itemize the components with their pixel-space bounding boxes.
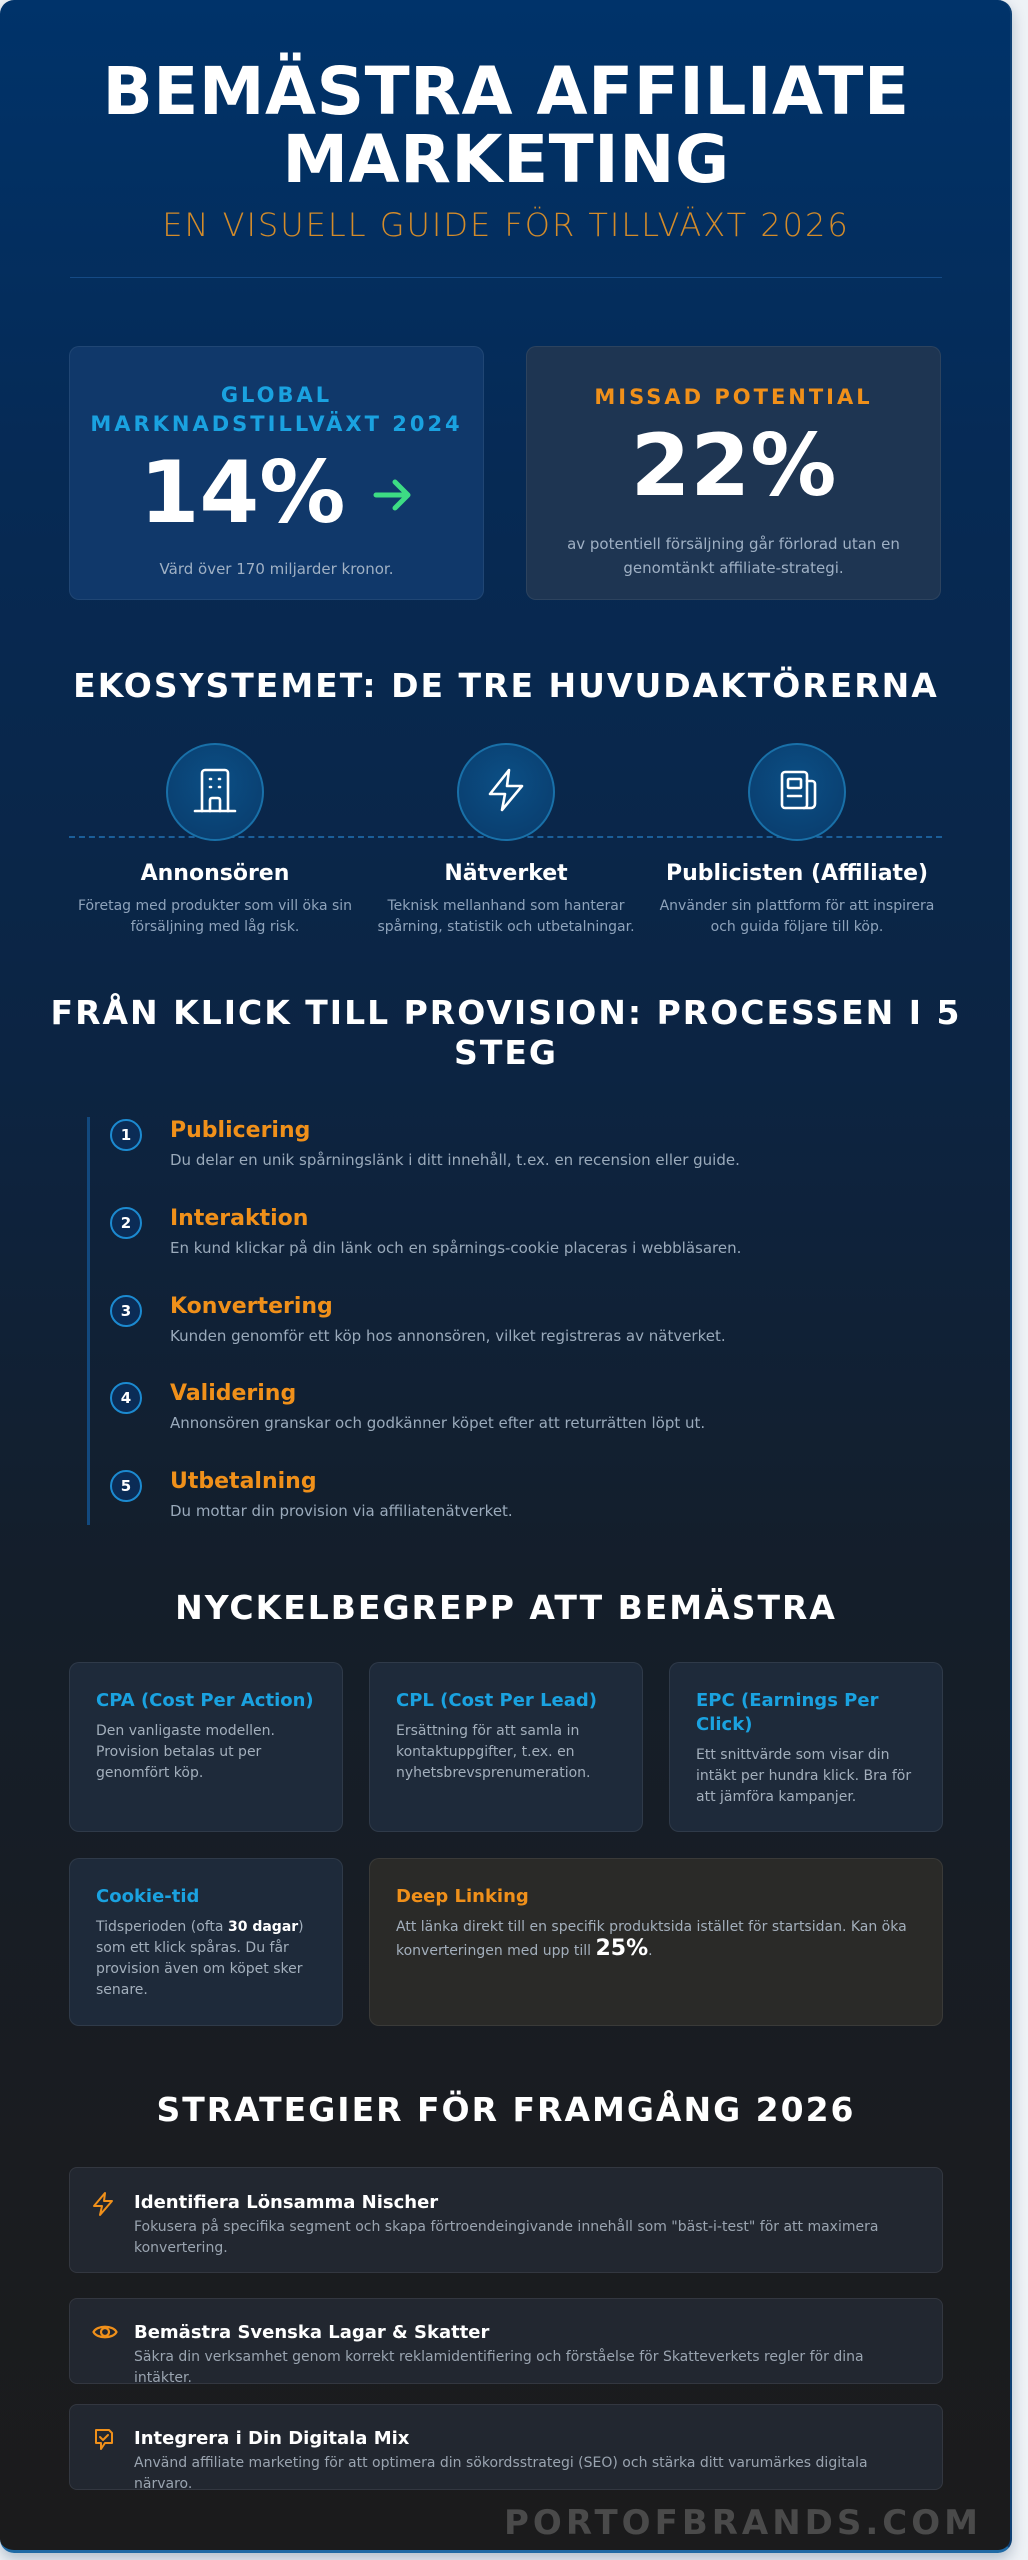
- section-title-concepts: NYCKELBEGREPP ATT BEMÄSTRA: [175, 1588, 837, 1627]
- strategy-description: Säkra din verksamhet genom korrekt reklamidentifiering och förståelse för Skatteverkets regler för dina intäkter.: [134, 2349, 864, 2386]
- stat-label: [70, 381, 483, 439]
- stat-description: Värd över 170 miljarder kronor.: [159, 560, 394, 578]
- step-title: Interaktion: [170, 1206, 309, 1231]
- strategy-body: [134, 2427, 920, 2495]
- section-title-process: [0, 993, 1012, 1073]
- actor-icon-circle: [748, 743, 846, 841]
- concept-highlight: 25%: [595, 1936, 649, 1961]
- concept-card-cpl: [369, 1662, 643, 1832]
- eye-icon: [92, 2321, 118, 2347]
- actor-publisher: [652, 743, 942, 938]
- page-subtitle: EN VISUELL GUIDE FÖR TILLVÄXT 2026: [162, 206, 850, 244]
- step-description: En kund klickar på din länk och en spårnings-cookie placeras i webbläsaren.: [170, 1239, 742, 1257]
- step-description: Du delar en unik spårningslänk i ditt innehåll, t.ex. en recension eller guide.: [170, 1151, 740, 1169]
- strategy-title: Integrera i Din Digitala Mix: [134, 2428, 410, 2449]
- step-title: Konvertering: [170, 1294, 333, 1319]
- process-step: [110, 1293, 950, 1347]
- concept-title: Deep Linking: [396, 1886, 529, 1907]
- strategy-title: Bemästra Svenska Lagar & Skatter: [134, 2322, 490, 2343]
- step-number-badge: 5: [110, 1470, 142, 1502]
- concept-description-text: .: [648, 1943, 653, 1959]
- concept-description: Den vanligaste modellen. Provision betalas ut per genomfört köp.: [96, 1723, 275, 1781]
- step-title: Publicering: [170, 1118, 311, 1143]
- building-icon: [193, 767, 237, 817]
- stat-card-market-growth: [69, 346, 484, 600]
- stat-value: 22%: [630, 416, 837, 516]
- process-title-line-2: STEG: [454, 1033, 558, 1072]
- concept-title: CPA (Cost Per Action): [96, 1690, 314, 1711]
- stat-label-line-2: MARKNADSTILLVÄXT 2024: [90, 412, 463, 436]
- actor-network: [361, 743, 651, 938]
- concept-highlight: 30 dagar: [227, 1919, 299, 1935]
- concept-card-cookie-time: [69, 1858, 343, 2026]
- stat-value-row: [70, 443, 483, 543]
- actor-name: Publicisten (Affiliate): [665, 861, 929, 886]
- timeline-line: [87, 1117, 90, 1525]
- concept-card-cpa: [69, 1662, 343, 1832]
- strategy-description: Fokusera på specifika segment och skapa förtroendeingivande innehåll som "bäst-i-test" för att maximera konvertering.: [134, 2219, 879, 2256]
- chat-check-icon: [92, 2427, 118, 2457]
- concept-card-epc: [669, 1662, 943, 1832]
- page-title: [0, 53, 1012, 198]
- strategy-body: [134, 2191, 920, 2259]
- strategy-description: Använd affiliate marketing för att optimera din sökordsstrategi (SEO) och stärka ditt varumärkes digitala närvaro.: [134, 2455, 868, 2492]
- concept-description: [396, 1917, 916, 1962]
- concept-card-deep-linking: [369, 1858, 943, 2026]
- actor-name: Annonsören: [140, 861, 290, 886]
- step-title: Validering: [170, 1381, 297, 1406]
- concept-title: Cookie-tid: [96, 1886, 200, 1907]
- actor-name: Nätverket: [444, 861, 568, 886]
- title-line-2: MARKETING: [282, 121, 730, 198]
- process-step: [110, 1117, 950, 1171]
- actor-advertiser: [70, 743, 360, 938]
- hero-header: [0, 53, 1012, 244]
- arrow-right-icon: [373, 478, 413, 516]
- step-title: Utbetalning: [170, 1469, 317, 1494]
- title-line-1: BEMÄSTRA AFFILIATE: [102, 53, 910, 130]
- concept-description: Ett snittvärde som visar din intäkt per hundra klick. Bra för att jämföra kampanjer.: [696, 1747, 912, 1805]
- stat-value: 14%: [139, 443, 346, 543]
- footer-brand: PORTOFBRANDS.COM: [504, 2503, 982, 2543]
- section-title-strategies: STRATEGIER FÖR FRAMGÅNG 2026: [156, 2090, 856, 2129]
- stat-card-missed-potential: [526, 346, 941, 600]
- concept-title: EPC (Earnings Per Click): [696, 1690, 879, 1735]
- step-number-badge: 4: [110, 1382, 142, 1414]
- stat-value-row: [527, 416, 940, 516]
- stat-label-line-1: GLOBAL: [220, 383, 333, 407]
- step-number-badge: 2: [110, 1207, 142, 1239]
- process-step: [110, 1205, 950, 1259]
- concept-description-text: Att länka direkt till en specifik produktsida istället för startsidan. Kan öka konverteringen med upp till: [396, 1919, 907, 1959]
- divider: [70, 277, 942, 278]
- process-step: [110, 1380, 950, 1434]
- lightning-icon: [485, 767, 527, 817]
- concept-description: Ersättning för att samla in kontaktuppgifter, t.ex. en nyhetsbrevsprenumeration.: [396, 1723, 591, 1781]
- concept-description-text: ) som ett klick spåras. Du får provision även om köpet sker senare.: [96, 1919, 304, 1998]
- lightning-icon: [92, 2191, 118, 2221]
- actor-description: Teknisk mellanhand som hanterar spårning, statistik och utbetalningar.: [377, 898, 635, 935]
- concept-description-text: Tidsperioden (ofta: [96, 1919, 228, 1935]
- section-title-ecosystem: EKOSYSTEMET: DE TRE HUVUDAKTÖRERNA: [73, 666, 939, 705]
- actor-description: Använder sin plattform för att inspirera och guida följare till köp.: [659, 898, 935, 935]
- step-description: Du mottar din provision via affiliatenätverket.: [170, 1502, 513, 1520]
- actor-icon-circle: [457, 743, 555, 841]
- step-description: Kunden genomför ett köp hos annonsören, vilket registreras av nätverket.: [170, 1327, 726, 1345]
- process-step: [110, 1468, 950, 1522]
- strategy-card: [69, 2167, 943, 2273]
- actor-icon-circle: [166, 743, 264, 841]
- step-description: Annonsören granskar och godkänner köpet efter att returrätten löpt ut.: [170, 1414, 706, 1432]
- process-title-line-1: FRÅN KLICK TILL PROVISION: PROCESSEN I 5: [50, 993, 962, 1032]
- stat-label: MISSAD POTENTIAL: [594, 385, 873, 409]
- step-number-badge: 3: [110, 1295, 142, 1327]
- strategy-title: Identifiera Lönsamma Nischer: [134, 2192, 439, 2213]
- strategy-body: [134, 2321, 920, 2389]
- concept-title: CPL (Cost Per Lead): [396, 1690, 598, 1711]
- concept-description: [96, 1917, 316, 2001]
- step-number-badge: 1: [110, 1119, 142, 1151]
- stat-description: av potentiell försäljning går förlorad utan en genomtänkt affiliate-strategi.: [567, 535, 900, 577]
- strategy-card: [69, 2298, 943, 2384]
- actor-description: Företag med produkter som vill öka sin försäljning med låg risk.: [77, 898, 353, 935]
- strategy-card: [69, 2404, 943, 2490]
- newspaper-icon: [774, 769, 820, 815]
